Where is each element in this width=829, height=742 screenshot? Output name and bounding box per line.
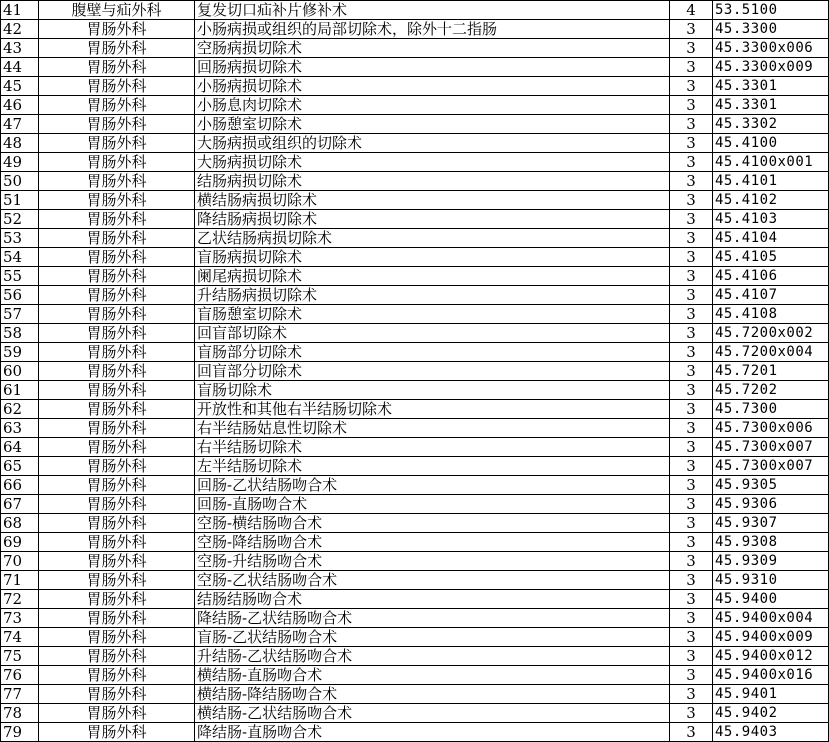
row-number-cell: 45 xyxy=(1,77,39,96)
row-number-cell: 74 xyxy=(1,628,39,647)
procedure-code-cell: 45.4103 xyxy=(713,210,829,229)
grade-cell: 3 xyxy=(670,191,713,210)
procedure-name-cell: 横结肠-降结肠吻合术 xyxy=(195,685,670,704)
table-row xyxy=(1,286,829,305)
table-row xyxy=(1,552,829,571)
procedure-name-cell: 升结肠-乙状结肠吻合术 xyxy=(195,647,670,666)
procedure-code-cell: 45.4102 xyxy=(713,191,829,210)
grade-cell: 3 xyxy=(670,286,713,305)
table-row xyxy=(1,514,829,533)
grade-cell: 3 xyxy=(670,305,713,324)
department-cell: 腹壁与疝外科 xyxy=(39,1,195,20)
procedure-name-cell: 小肠病损或组织的局部切除术，除外十二指肠 xyxy=(195,20,670,39)
department-cell: 胃肠外科 xyxy=(39,571,195,590)
table-row xyxy=(1,628,829,647)
procedure-name-cell: 空肠-降结肠吻合术 xyxy=(195,533,670,552)
table-row xyxy=(1,457,829,476)
department-cell: 胃肠外科 xyxy=(39,400,195,419)
department-cell: 胃肠外科 xyxy=(39,20,195,39)
grade-cell: 3 xyxy=(670,666,713,685)
department-cell: 胃肠外科 xyxy=(39,362,195,381)
table-row xyxy=(1,590,829,609)
procedure-name-cell: 回肠病损切除术 xyxy=(195,58,670,77)
table-row xyxy=(1,343,829,362)
department-cell: 胃肠外科 xyxy=(39,248,195,267)
procedure-name-cell: 降结肠-直肠吻合术 xyxy=(195,723,670,742)
department-cell: 胃肠外科 xyxy=(39,305,195,324)
row-number-cell: 58 xyxy=(1,324,39,343)
grade-cell: 3 xyxy=(670,476,713,495)
row-number-cell: 51 xyxy=(1,191,39,210)
row-number-cell: 71 xyxy=(1,571,39,590)
department-cell: 胃肠外科 xyxy=(39,172,195,191)
table-row xyxy=(1,685,829,704)
table-row xyxy=(1,96,829,115)
procedure-code-cell: 45.9310 xyxy=(713,571,829,590)
row-number-cell: 53 xyxy=(1,229,39,248)
procedure-name-cell: 升结肠病损切除术 xyxy=(195,286,670,305)
procedure-name-cell: 乙状结肠病损切除术 xyxy=(195,229,670,248)
table-row xyxy=(1,20,829,39)
grade-cell: 3 xyxy=(670,457,713,476)
row-number-cell: 75 xyxy=(1,647,39,666)
procedure-code-cell: 45.7300x007 xyxy=(713,438,829,457)
procedure-name-cell: 降结肠-乙状结肠吻合术 xyxy=(195,609,670,628)
department-cell: 胃肠外科 xyxy=(39,647,195,666)
department-cell: 胃肠外科 xyxy=(39,457,195,476)
grade-cell: 4 xyxy=(670,1,713,20)
table-row xyxy=(1,39,829,58)
row-number-cell: 60 xyxy=(1,362,39,381)
grade-cell: 3 xyxy=(670,153,713,172)
procedure-code-cell: 45.4108 xyxy=(713,305,829,324)
procedure-name-cell: 结肠结肠吻合术 xyxy=(195,590,670,609)
table-row xyxy=(1,324,829,343)
department-cell: 胃肠外科 xyxy=(39,324,195,343)
procedure-name-cell: 结肠病损切除术 xyxy=(195,172,670,191)
procedure-code-cell: 45.9309 xyxy=(713,552,829,571)
grade-cell: 3 xyxy=(670,647,713,666)
procedure-code-cell: 45.7200x004 xyxy=(713,343,829,362)
department-cell: 胃肠外科 xyxy=(39,229,195,248)
procedure-name-cell: 盲肠憩室切除术 xyxy=(195,305,670,324)
grade-cell: 3 xyxy=(670,590,713,609)
procedure-code-cell: 45.9400x004 xyxy=(713,609,829,628)
row-number-cell: 73 xyxy=(1,609,39,628)
row-number-cell: 57 xyxy=(1,305,39,324)
procedure-name-cell: 大肠病损或组织的切除术 xyxy=(195,134,670,153)
department-cell: 胃肠外科 xyxy=(39,628,195,647)
procedure-code-cell: 45.9400 xyxy=(713,590,829,609)
procedure-code-cell: 45.9400x016 xyxy=(713,666,829,685)
department-cell: 胃肠外科 xyxy=(39,210,195,229)
table-row xyxy=(1,362,829,381)
table-row xyxy=(1,533,829,552)
row-number-cell: 54 xyxy=(1,248,39,267)
table-row xyxy=(1,438,829,457)
department-cell: 胃肠外科 xyxy=(39,77,195,96)
table-row xyxy=(1,609,829,628)
procedure-name-cell: 右半结肠姑息性切除术 xyxy=(195,419,670,438)
grade-cell: 3 xyxy=(670,115,713,134)
grade-cell: 3 xyxy=(670,210,713,229)
grade-cell: 3 xyxy=(670,134,713,153)
department-cell: 胃肠外科 xyxy=(39,666,195,685)
procedure-code-cell: 45.9400x009 xyxy=(713,628,829,647)
procedure-code-cell: 45.7202 xyxy=(713,381,829,400)
procedure-name-cell: 阑尾病损切除术 xyxy=(195,267,670,286)
procedure-name-cell: 右半结肠切除术 xyxy=(195,438,670,457)
department-cell: 胃肠外科 xyxy=(39,495,195,514)
procedure-name-cell: 回盲部分切除术 xyxy=(195,362,670,381)
table-row xyxy=(1,248,829,267)
row-number-cell: 55 xyxy=(1,267,39,286)
table-row xyxy=(1,229,829,248)
procedure-name-cell: 小肠病损切除术 xyxy=(195,77,670,96)
procedure-name-cell: 横结肠病损切除术 xyxy=(195,191,670,210)
procedure-code-cell: 45.4101 xyxy=(713,172,829,191)
procedure-name-cell: 横结肠-乙状结肠吻合术 xyxy=(195,704,670,723)
grade-cell: 3 xyxy=(670,571,713,590)
table-row xyxy=(1,305,829,324)
row-number-cell: 50 xyxy=(1,172,39,191)
procedure-code-cell: 45.4107 xyxy=(713,286,829,305)
row-number-cell: 68 xyxy=(1,514,39,533)
department-cell: 胃肠外科 xyxy=(39,134,195,153)
row-number-cell: 78 xyxy=(1,704,39,723)
department-cell: 胃肠外科 xyxy=(39,58,195,77)
grade-cell: 3 xyxy=(670,172,713,191)
row-number-cell: 46 xyxy=(1,96,39,115)
department-cell: 胃肠外科 xyxy=(39,609,195,628)
row-number-cell: 69 xyxy=(1,533,39,552)
procedure-code-cell: 45.3301 xyxy=(713,77,829,96)
procedure-name-cell: 大肠病损切除术 xyxy=(195,153,670,172)
procedure-name-cell: 空肠-横结肠吻合术 xyxy=(195,514,670,533)
table-body xyxy=(1,1,829,742)
department-cell: 胃肠外科 xyxy=(39,438,195,457)
grade-cell: 3 xyxy=(670,267,713,286)
grade-cell: 3 xyxy=(670,20,713,39)
procedure-name-cell: 空肠病损切除术 xyxy=(195,39,670,58)
table-row xyxy=(1,666,829,685)
table-row xyxy=(1,495,829,514)
grade-cell: 3 xyxy=(670,400,713,419)
table-row xyxy=(1,400,829,419)
row-number-cell: 67 xyxy=(1,495,39,514)
procedure-code-cell: 45.9401 xyxy=(713,685,829,704)
table-row xyxy=(1,723,829,742)
grade-cell: 3 xyxy=(670,723,713,742)
row-number-cell: 70 xyxy=(1,552,39,571)
procedure-code-cell: 45.4105 xyxy=(713,248,829,267)
row-number-cell: 64 xyxy=(1,438,39,457)
row-number-cell: 63 xyxy=(1,419,39,438)
department-cell: 胃肠外科 xyxy=(39,381,195,400)
procedure-name-cell: 横结肠-直肠吻合术 xyxy=(195,666,670,685)
procedure-name-cell: 降结肠病损切除术 xyxy=(195,210,670,229)
row-number-cell: 61 xyxy=(1,381,39,400)
department-cell: 胃肠外科 xyxy=(39,704,195,723)
grade-cell: 3 xyxy=(670,58,713,77)
department-cell: 胃肠外科 xyxy=(39,590,195,609)
row-number-cell: 48 xyxy=(1,134,39,153)
grade-cell: 3 xyxy=(670,609,713,628)
table-row xyxy=(1,647,829,666)
department-cell: 胃肠外科 xyxy=(39,343,195,362)
department-cell: 胃肠外科 xyxy=(39,153,195,172)
grade-cell: 3 xyxy=(670,438,713,457)
procedure-name-cell: 开放性和其他右半结肠切除术 xyxy=(195,400,670,419)
grade-cell: 3 xyxy=(670,77,713,96)
grade-cell: 3 xyxy=(670,685,713,704)
grade-cell: 3 xyxy=(670,324,713,343)
department-cell: 胃肠外科 xyxy=(39,39,195,58)
procedure-code-cell: 45.4100 xyxy=(713,134,829,153)
procedure-code-cell: 45.4100x001 xyxy=(713,153,829,172)
table-row xyxy=(1,381,829,400)
procedure-name-cell: 小肠息肉切除术 xyxy=(195,96,670,115)
row-number-cell: 49 xyxy=(1,153,39,172)
procedure-name-cell: 空肠-乙状结肠吻合术 xyxy=(195,571,670,590)
department-cell: 胃肠外科 xyxy=(39,96,195,115)
procedure-name-cell: 左半结肠切除术 xyxy=(195,457,670,476)
procedure-code-cell: 45.9305 xyxy=(713,476,829,495)
table-row xyxy=(1,77,829,96)
procedure-name-cell: 空肠-升结肠吻合术 xyxy=(195,552,670,571)
department-cell: 胃肠外科 xyxy=(39,115,195,134)
grade-cell: 3 xyxy=(670,533,713,552)
table-row xyxy=(1,191,829,210)
department-cell: 胃肠外科 xyxy=(39,267,195,286)
procedure-code-cell: 45.3300 xyxy=(713,20,829,39)
grade-cell: 3 xyxy=(670,39,713,58)
row-number-cell: 76 xyxy=(1,666,39,685)
procedure-name-cell: 回盲部切除术 xyxy=(195,324,670,343)
row-number-cell: 47 xyxy=(1,115,39,134)
procedure-name-cell: 盲肠切除术 xyxy=(195,381,670,400)
row-number-cell: 77 xyxy=(1,685,39,704)
grade-cell: 3 xyxy=(670,628,713,647)
table-row xyxy=(1,153,829,172)
procedure-code-cell: 45.4104 xyxy=(713,229,829,248)
row-number-cell: 62 xyxy=(1,400,39,419)
department-cell: 胃肠外科 xyxy=(39,723,195,742)
row-number-cell: 65 xyxy=(1,457,39,476)
department-cell: 胃肠外科 xyxy=(39,191,195,210)
table-row xyxy=(1,58,829,77)
table-row xyxy=(1,704,829,723)
procedure-code-cell: 45.9402 xyxy=(713,704,829,723)
grade-cell: 3 xyxy=(670,495,713,514)
table-row xyxy=(1,267,829,286)
department-cell: 胃肠外科 xyxy=(39,514,195,533)
procedure-code-cell: 45.9306 xyxy=(713,495,829,514)
procedure-code-cell: 45.3301 xyxy=(713,96,829,115)
procedure-code-cell: 45.9307 xyxy=(713,514,829,533)
procedure-name-cell: 回肠-直肠吻合术 xyxy=(195,495,670,514)
row-number-cell: 79 xyxy=(1,723,39,742)
department-cell: 胃肠外科 xyxy=(39,419,195,438)
procedure-code-cell: 45.7300 xyxy=(713,400,829,419)
row-number-cell: 43 xyxy=(1,39,39,58)
procedure-code-cell: 45.3300x006 xyxy=(713,39,829,58)
row-number-cell: 72 xyxy=(1,590,39,609)
grade-cell: 3 xyxy=(670,229,713,248)
table-row xyxy=(1,172,829,191)
table-row xyxy=(1,1,829,20)
grade-cell: 3 xyxy=(670,514,713,533)
row-number-cell: 66 xyxy=(1,476,39,495)
procedure-name-cell: 小肠憩室切除术 xyxy=(195,115,670,134)
table-row xyxy=(1,210,829,229)
grade-cell: 3 xyxy=(670,248,713,267)
grade-cell: 3 xyxy=(670,381,713,400)
row-number-cell: 44 xyxy=(1,58,39,77)
procedure-code-cell: 45.3300x009 xyxy=(713,58,829,77)
department-cell: 胃肠外科 xyxy=(39,533,195,552)
department-cell: 胃肠外科 xyxy=(39,552,195,571)
table-row xyxy=(1,115,829,134)
procedure-code-cell: 45.9308 xyxy=(713,533,829,552)
procedure-code-cell: 45.7300x007 xyxy=(713,457,829,476)
grade-cell: 3 xyxy=(670,552,713,571)
procedure-code-cell: 45.9400x012 xyxy=(713,647,829,666)
row-number-cell: 41 xyxy=(1,1,39,20)
procedure-name-cell: 盲肠部分切除术 xyxy=(195,343,670,362)
department-cell: 胃肠外科 xyxy=(39,476,195,495)
department-cell: 胃肠外科 xyxy=(39,685,195,704)
table-row xyxy=(1,419,829,438)
procedure-code-cell: 45.7200x002 xyxy=(713,324,829,343)
grade-cell: 3 xyxy=(670,419,713,438)
row-number-cell: 52 xyxy=(1,210,39,229)
table-row xyxy=(1,571,829,590)
procedure-name-cell: 复发切口疝补片修补术 xyxy=(195,1,670,20)
procedure-code-cell: 53.5100 xyxy=(713,1,829,20)
procedure-code-cell: 45.9403 xyxy=(713,723,829,742)
procedure-name-cell: 回肠-乙状结肠吻合术 xyxy=(195,476,670,495)
grade-cell: 3 xyxy=(670,96,713,115)
grade-cell: 3 xyxy=(670,704,713,723)
procedure-name-cell: 盲肠病损切除术 xyxy=(195,248,670,267)
grade-cell: 3 xyxy=(670,362,713,381)
department-cell: 胃肠外科 xyxy=(39,286,195,305)
procedure-code-cell: 45.7300x006 xyxy=(713,419,829,438)
procedure-code-cell: 45.3302 xyxy=(713,115,829,134)
table-row xyxy=(1,476,829,495)
row-number-cell: 59 xyxy=(1,343,39,362)
procedure-code-cell: 45.7201 xyxy=(713,362,829,381)
table-row xyxy=(1,134,829,153)
procedure-code-cell: 45.4106 xyxy=(713,267,829,286)
procedure-name-cell: 盲肠-乙状结肠吻合术 xyxy=(195,628,670,647)
row-number-cell: 42 xyxy=(1,20,39,39)
row-number-cell: 56 xyxy=(1,286,39,305)
grade-cell: 3 xyxy=(670,343,713,362)
